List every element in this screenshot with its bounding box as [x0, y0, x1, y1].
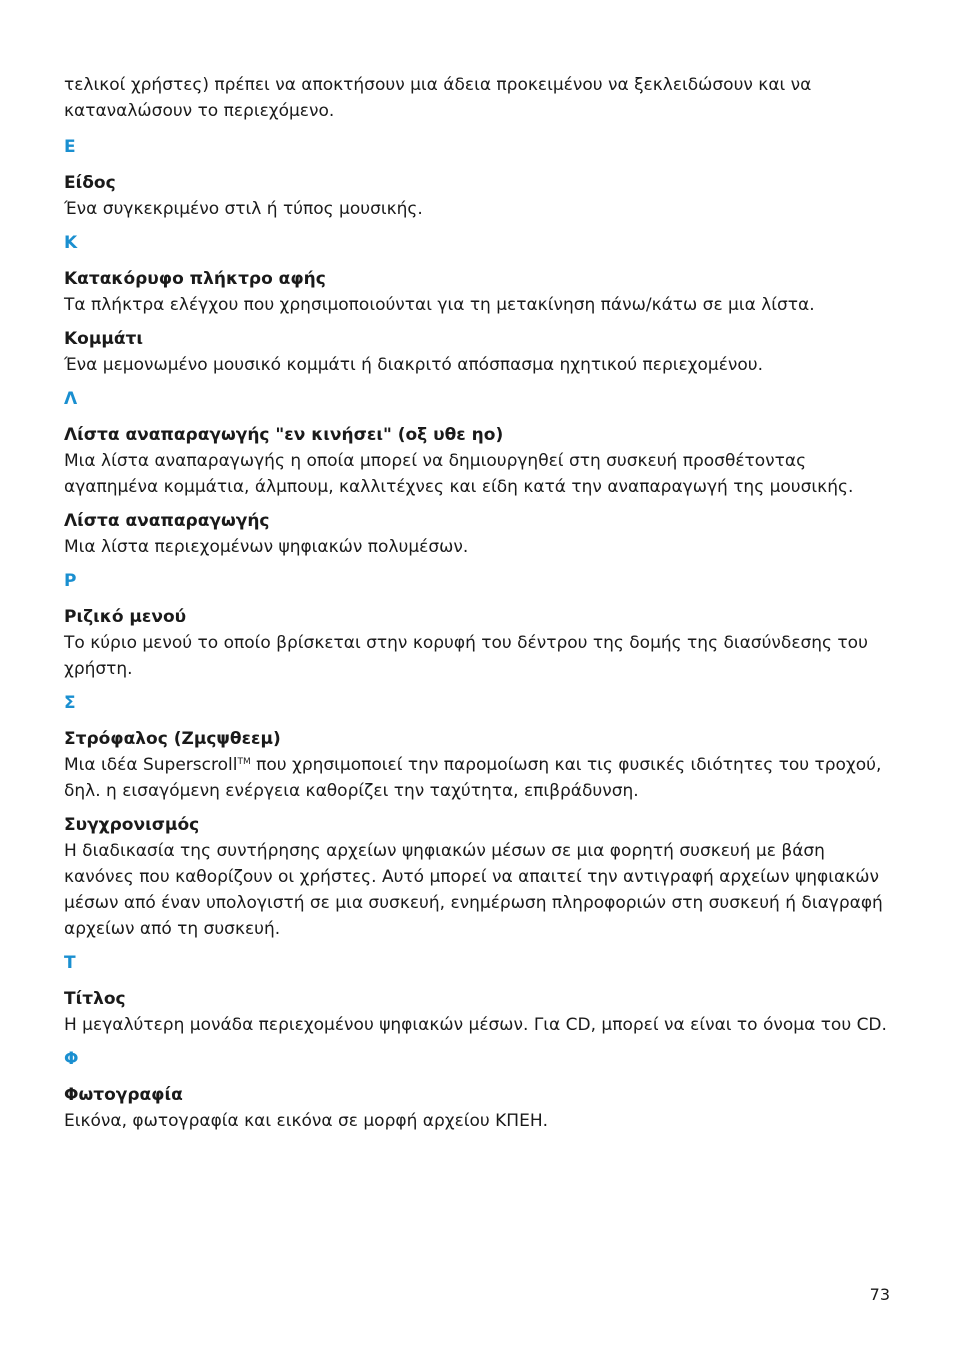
- trademark-mark: TM: [237, 757, 251, 767]
- section-letter-p: P: [64, 571, 77, 591]
- definition-playlist: Μια λίστα περιεχομένων ψηφιακών πολυμέσων.: [64, 537, 469, 557]
- glossary-entry-scroll-wheel: [64, 726, 894, 804]
- term-track: Κομμάτι: [64, 329, 144, 349]
- definition-track: Ένα μεμονωμένο μουσικό κομμάτι ή διακριτό απόσπασμα ηχητικού περιεχομένου.: [64, 355, 764, 375]
- definition-playlist-on-the-go: Μια λίστα αναπαραγωγής η οποία μπορεί να δημιουργηθεί στη συσκευή προσθέτοντας αγαπημένα κομμάτια, άλμπουμ, καλλιτέχνες και είδη κατά την αναπαραγωγή της μουσικής.: [64, 451, 854, 497]
- definition-scroll-wheel: [64, 752, 894, 804]
- glossary-entry-playlist-on-the-go: [64, 422, 894, 500]
- definition-sync: Η διαδικασία της συντήρησης αρχείων ψηφιακών μέσων σε μια φορητή συσκευή με βάση κανόνες που καθορίζουν οι χρήστες. Αυτό μπορεί να απαιτεί την αντιγραφή αρχείων ψηφιακών μέσων από έναν υπολογιστή σε μια συσκευή, ενημέρωση πληροφοριών στη συσκευή ή διαγραφή αρχείων από τη συσκευή.: [64, 841, 883, 939]
- section-letter-e: E: [64, 137, 76, 157]
- definition-photo: Εικόνα, φωτογραφία και εικόνα σε μορφή αρχείου ΚΠΕΗ.: [64, 1111, 549, 1131]
- glossary-entry-eidos: [64, 170, 894, 222]
- glossary-entry-playlist: [64, 508, 894, 560]
- page-number: 73: [869, 1285, 890, 1304]
- intro-paragraph: τελικοί χρήστες) πρέπει να αποκτήσουν μια άδεια προκειμένου να ξεκλειδώσουν και να καταναλώσουν το περιεχόμενο.: [64, 75, 812, 121]
- glossary-entry-vertical-touch-key: [64, 266, 894, 318]
- definition-vertical-touch-key: Τα πλήκτρα ελέγχου που χρησιμοποιούνται για τη μετακίνηση πάνω/κάτω σε μια λίστα.: [64, 295, 815, 315]
- definition-scroll-wheel-rest: που χρησιμοποιεί την παρομοίωση και τις φυσικές ιδιότητες του τροχού, δηλ. η εισαγόμενη ενέργεια καθορίζει την ταχύτητα, επιβράδυνση.: [64, 755, 882, 801]
- glossary-entry-photo: [64, 1082, 894, 1134]
- definition-eidos: Ένα συγκεκριμένο στιλ ή τύπος μουσικής.: [64, 199, 423, 219]
- definition-root-menu: Το κύριο μενού το οποίο βρίσκεται στην κορυφή του δέντρου της δομής της διασύνδεσης του χρήστη.: [64, 633, 868, 679]
- term-playlist: Λίστα αναπαραγωγής: [64, 511, 270, 531]
- section-e: [64, 134, 894, 222]
- term-title: Τίτλος: [64, 989, 126, 1009]
- section-sigma: [64, 690, 894, 942]
- term-eidos: Είδος: [64, 173, 116, 193]
- glossary-entry-title: [64, 986, 894, 1038]
- glossary-entry-root-menu: [64, 604, 894, 682]
- section-phi: [64, 1046, 894, 1134]
- term-vertical-touch-key: Κατακόρυφο πλήκτρο αφής: [64, 269, 326, 289]
- section-t: [64, 950, 894, 1038]
- glossary-entry-sync: [64, 812, 894, 942]
- section-letter-t: T: [64, 953, 76, 973]
- term-photo: Φωτογραφία: [64, 1085, 183, 1105]
- section-lambda: [64, 386, 894, 560]
- definition-scroll-wheel-start: Μια ιδέα Superscroll: [64, 755, 238, 775]
- section-letter-lambda: Λ: [64, 389, 78, 409]
- section-p: [64, 568, 894, 682]
- term-playlist-on-the-go: Λίστα αναπαραγωγής "εν κινήσει" (οξ υθε ηο): [64, 425, 504, 445]
- section-letter-k: K: [64, 233, 78, 253]
- term-sync: Συγχρονισμός: [64, 815, 200, 835]
- glossary-page: [64, 72, 894, 1142]
- section-letter-sigma: Σ: [64, 693, 76, 713]
- definition-title: Η μεγαλύτερη μονάδα περιεχομένου ψηφιακών μέσων. Για CD, μπορεί να είναι το όνομα του CD.: [64, 1015, 887, 1035]
- term-scroll-wheel: Στρόφαλος (Ζμςψθεεμ): [64, 729, 281, 749]
- section-k: [64, 230, 894, 378]
- glossary-entry-track: [64, 326, 894, 378]
- section-letter-phi: Φ: [64, 1049, 79, 1069]
- term-root-menu: Ριζικό μενού: [64, 607, 187, 627]
